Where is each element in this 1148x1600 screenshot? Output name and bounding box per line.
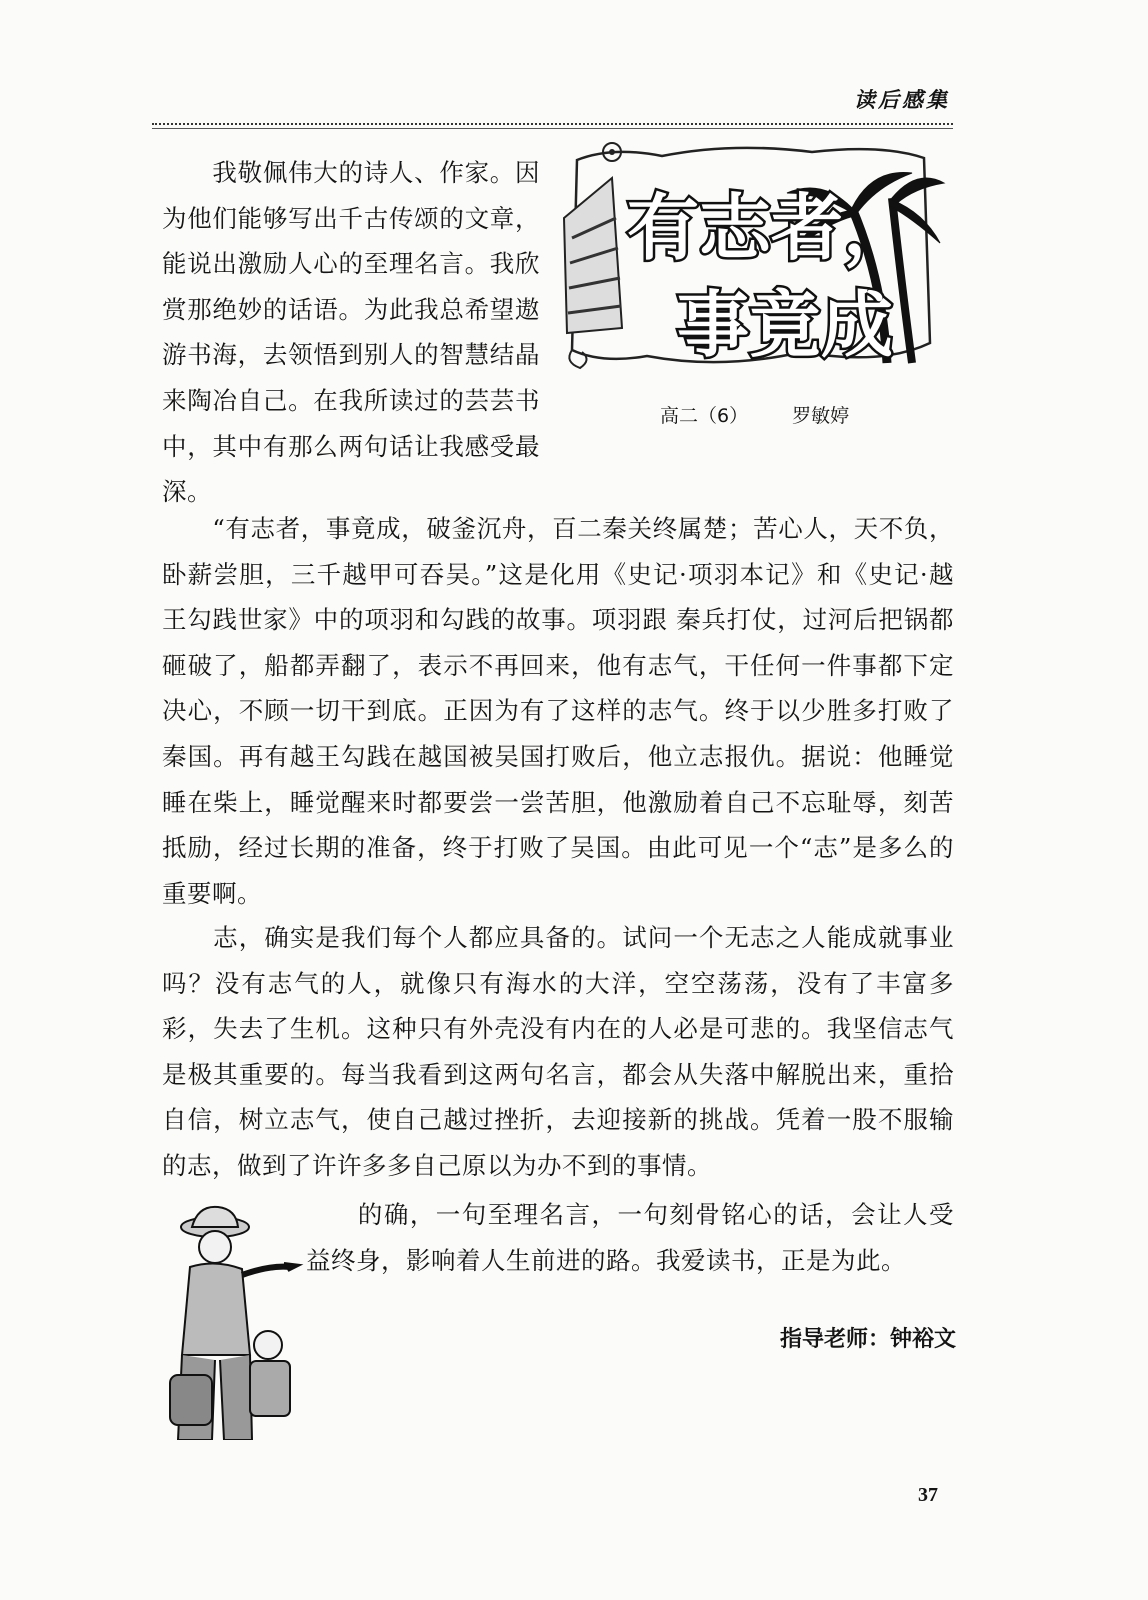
section-title: 读后感集 <box>854 87 950 112</box>
class-label: 高二（6） <box>660 405 749 427</box>
child-icon <box>254 1331 282 1359</box>
explorer-illustration <box>160 1205 308 1440</box>
page-number: 37 <box>918 1484 938 1506</box>
article-title-line2: 事竟成 <box>677 283 894 367</box>
paragraph-story: “有志者，事竟成，破釜沉舟，百二秦关终属楚；苦心人，天不负，卧薪尝胆，三千越甲可吞吴。”这是化用《史记·项羽本记》和《史记·越王勾践世家》中的项羽和勾践的故事。项羽跟 秦兵打仗，过河后把锅都砸破了，船都弄翻了，表示不再回来，他有志气，干任何一件事都下定决心，不顾一切干到底。正因为有了这样的志气。终于以少胜多打败了秦国。再有越王勾践在越国被吴国打败后，他立志报仇。据说：他睡觉睡在柴上，睡觉醒来时都要尝一尝苦胆，他激励着自己不忘耻辱，刻苦抵励，经过长期的准备，终于打败了吴国。由此可见一个“志”是多么的重要啊。 <box>162 514 954 908</box>
author-name: 罗敏婷 <box>792 405 850 427</box>
paragraph-reflection: 志，确实是我们每个人都应具备的。试问一个无志之人能成就事业吗？没有志气的人，就像只有海水的大洋，空空荡荡，没有了丰富多彩，失去了生机。这种只有外壳没有内在的人必是可悲的。我坚信志气是极其重要的。每当我看到这两句名言，都会从失落中解脱出来，重拾自信，树立志气，使自己越过挫折，去迎接新的挑战。凭着一股不服输的志，做到了许许多多自己原以为办不到的事情。 <box>162 923 954 1180</box>
backpack-icon <box>170 1375 212 1425</box>
paragraph-intro: 我敬佩伟大的诗人、作家。因为他们能够写出千古传颂的文章，能说出激励人心的至理名言。我欣赏那绝妙的话语。为此我总希望遨游书海，去领悟到别人的智慧结晶来陶冶自己。在我所读过的芸芸书中，其中有那么两句话让我感受最深。 <box>162 158 540 507</box>
title-banner <box>552 138 947 378</box>
paragraph-conclusion: 的确，一句至理名言，一句刻骨铭心的话，会让人受益终身，影响着人生前进的路。我爱读书，正是为此。 <box>306 1200 954 1275</box>
byline <box>660 401 849 428</box>
article-title-line1: 有志者， <box>627 186 916 270</box>
advisor-signature: 指导老师：钟裕文 <box>780 1327 957 1352</box>
header-rule <box>152 123 953 129</box>
